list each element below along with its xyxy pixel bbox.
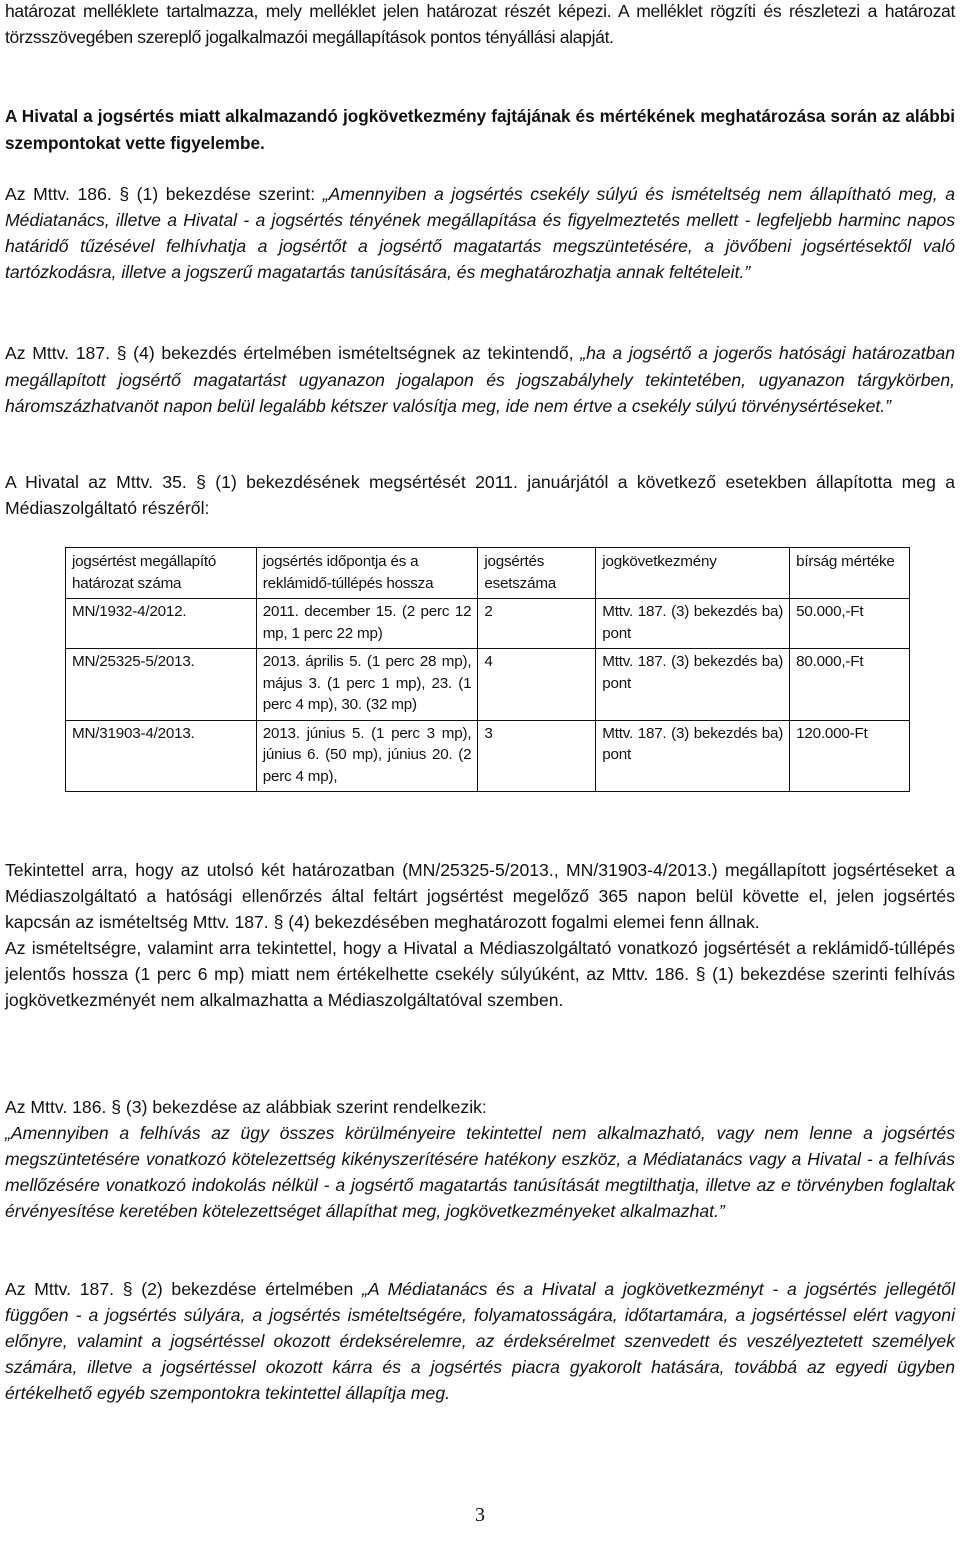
mttv-187-4-lead: Az Mttv. 187. § (4) bekezdés értelmében ismételtségnek az tekintendő, (5, 343, 581, 363)
mttv-186-1-paragraph (5, 181, 955, 285)
mttv-186-3-lead: Az Mttv. 186. § (3) bekezdése az alábbiak szerint rendelkezik: (5, 1097, 487, 1117)
mttv-186-1-lead: Az Mttv. 186. § (1) bekezdése szerint: (5, 184, 323, 204)
mttv-186-3-quote-wrapper (5, 1120, 955, 1224)
header-violation-time: jogsértés időpontja és a reklámidő-túllépés hossza (256, 548, 478, 599)
header-fine: bírság mértéke (790, 548, 910, 599)
cell-consequence: Mttv. 187. (3) bekezdés ba) pont (596, 649, 790, 721)
cell-fine: 120.000-Ft (790, 720, 910, 792)
cell-decision-number: MN/31903-4/2013. (66, 720, 257, 792)
violations-table (65, 547, 910, 792)
header-consequence: jogkövetkezmény (596, 548, 790, 599)
intro-paragraph: határozat melléklete tartalmazza, mely melléklet jelen határozat részét képezi. A melléklet rögzíti és részletezi a határozat törzsszövegében szereplő jogalkalmazói megállapítások pontos tényállási alapját. (5, 1, 955, 47)
mttv-187-4-paragraph (5, 340, 955, 420)
cell-decision-number: MN/1932-4/2012. (66, 599, 257, 649)
mttv-187-4-quote: „ha a jogsértő a jogerős hatósági határozatban megállapított jogsértő magatartást ugyanazon jogalapon és jogszabályhely tekintetében, ugyanazon tárgykörben, háromszázhatvanöt napon belül legalább kétszer valósítja meg, ide nem értve a csekély súlyú törvénysértéseket.” (5, 343, 955, 416)
cell-violation-time: 2013. június 5. (1 perc 3 mp), június 6. (50 mp), június 20. (2 perc 4 mp), (256, 720, 478, 792)
table-row (66, 599, 910, 649)
cell-fine: 80.000,-Ft (790, 649, 910, 721)
cell-case-count: 4 (478, 649, 596, 721)
cell-consequence: Mttv. 187. (3) bekezdés ba) pont (596, 599, 790, 649)
mttv-35-paragraph: A Hivatal az Mttv. 35. § (1) bekezdésének megsértését 2011. januárjától a következő esetekben állapította meg a Médiaszolgáltató részéről: (5, 472, 955, 518)
header-case-count: jogsértés esetszáma (478, 548, 596, 599)
criteria-heading-paragraph: A Hivatal a jogsértés miatt alkalmazandó jogkövetkezmény fajtájának és mértékének meghatározása során az alábbi szempontokat vette figyelembe. (5, 106, 955, 153)
mttv-187-2-paragraph (5, 1276, 955, 1406)
header-decision-number: jogsértést megállapító határozat száma (66, 548, 257, 599)
mttv-187-2-quote: „A Médiatanács és a Hivatal a jogkövetkezményt - a jogsértés jellegétől függően - a jogsértés súlyára, a jogsértés ismételtségére, folyamatosságára, időtartamára, a jogsértéssel elért vagyoni előnyre, valamint a jogsértéssel okozott érdeksérelemre, az érdeksérelmet szenvedett és veszélyeztetett személyek számára, illetve a jogsértéssel okozott kárra és a jogsértés piacra gyakorolt hatására, továbbá az egyedi ügyben értékelhető egyéb szempontokra tekintettel állapítja meg. (5, 1279, 955, 1403)
mttv-187-2-lead: Az Mttv. 187. § (2) bekezdése értelmében (5, 1279, 362, 1299)
cell-consequence: Mttv. 187. (3) bekezdés ba) pont (596, 720, 790, 792)
cell-case-count: 3 (478, 720, 596, 792)
mttv-186-3-block (5, 1094, 955, 1224)
mttv-186-1-quote: „Amennyiben a jogsértés csekély súlyú és ismételtség nem állapítható meg, a Médiatanács, illetve a Hivatal - a jogsértés tényének megállapítása és figyelmeztetés mellett - legfeljebb harminc napos határidő tűzésével felhívhatja a jogsértőt a jogsértő magatartás megszüntetésére, a jövőbeni jogsértésektől való tartózkodásra, illetve a jogszerű magatartás tanúsítására, és meghatározhatja annak feltételeit.” (5, 184, 955, 282)
cell-violation-time: 2011. december 15. (2 perc 12 mp, 1 perc 22 mp) (256, 599, 478, 649)
mttv-186-3-quote: „Amennyiben a felhívás az ügy összes körülményeire tekintettel nem alkalmazható, vagy nem lenne a jogsértés megszüntetésére vonatkozó kötelezettség kikényszerítésére hatékony eszköz, a Médiatanács vagy a Hivatal - a felhívás mellőzésére vonatkozó indokolás nélkül - a jogsértő magatartás tanúsítását megtilthatja, illetve az e törvényben foglaltak érvényesítése keretében kötelezettséget állapíthat meg, jogkövetkezményeket alkalmazhat.” (5, 1123, 955, 1221)
table-row (66, 720, 910, 792)
cell-fine: 50.000,-Ft (790, 599, 910, 649)
cell-violation-time: 2013. április 5. (1 perc 28 mp), május 3. (1 perc 1 mp), 23. (1 perc 4 mp), 30. (32 mp) (256, 649, 478, 721)
repetition-paragraph: Tekintettel arra, hogy az utolsó két határozatban (MN/25325-5/2013., MN/31903-4/2013.) megállapított jogsértéseket a Médiaszolgáltató a hatósági ellenőrzés által feltárt jogsértést megelőző 365 napon belül követte el, jelen jogsértés kapcsán az ismételtség Mttv. 187. § (4) bekezdésében meghatározott fogalmi elemei fenn állnak. (5, 860, 955, 932)
table-row (66, 649, 910, 721)
cell-decision-number: MN/25325-5/2013. (66, 649, 257, 721)
page-number: 3 (475, 1504, 485, 1526)
cell-case-count: 2 (478, 599, 596, 649)
summons-not-applicable-paragraph: Az ismételtségre, valamint arra tekintettel, hogy a Hivatal a Médiaszolgáltató vonatkozó jogsértését a reklámidő-túllépés jelentős hossza (1 perc 6 mp) miatt nem értékelhette csekély súlyúként, az Mttv. 186. § (1) bekezdése szerinti felhívás jogkövetkezményét nem alkalmazhatta a Médiaszolgáltatóval szemben. (5, 938, 955, 1010)
table-header-row (66, 548, 910, 599)
